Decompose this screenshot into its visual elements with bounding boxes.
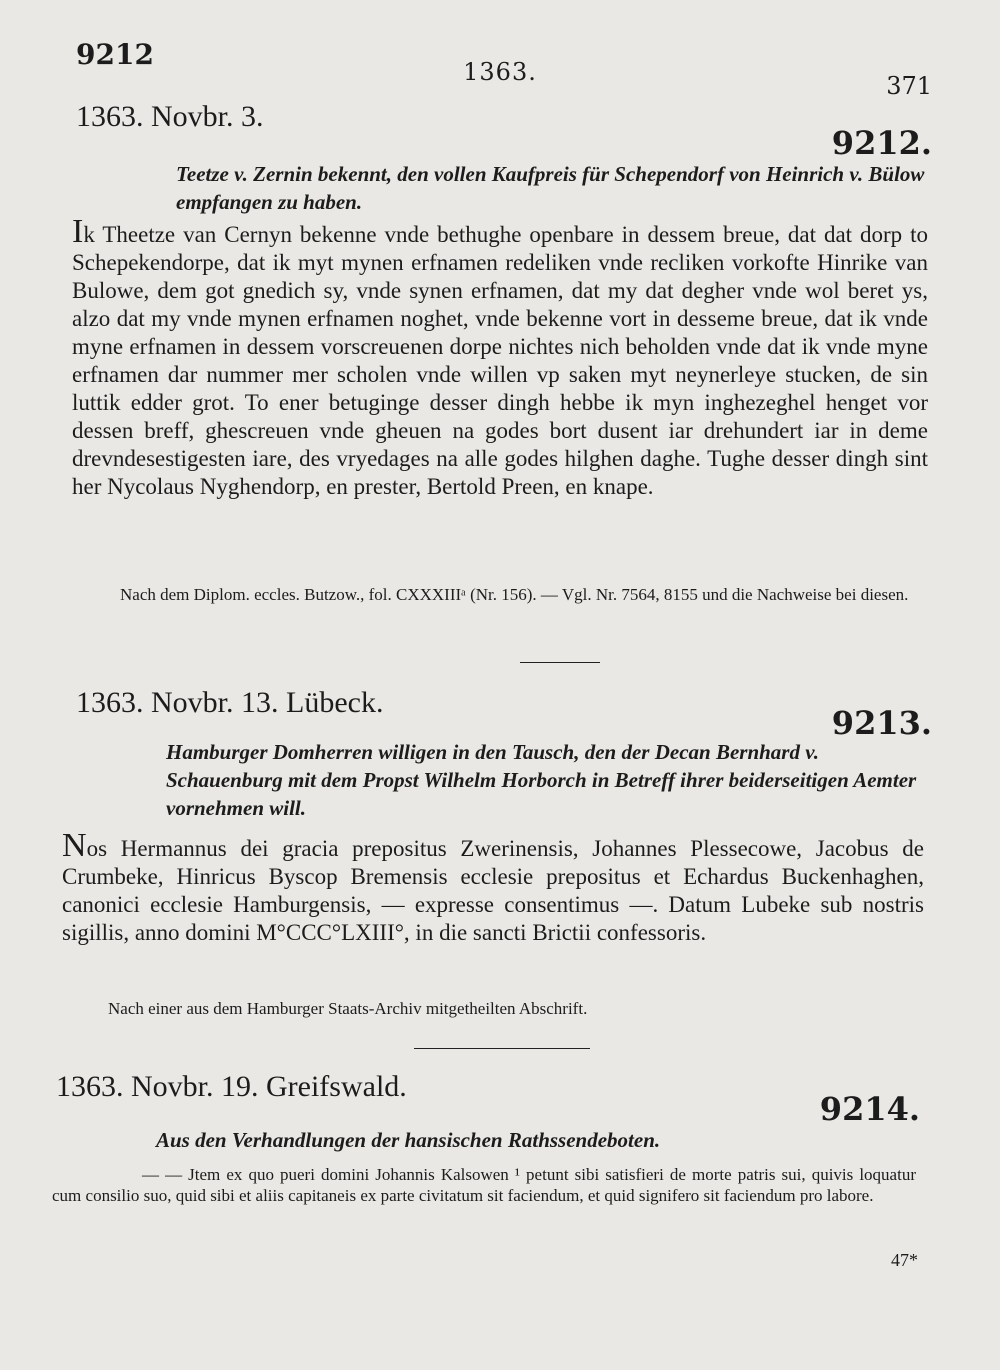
running-head: 1363. xyxy=(463,58,537,86)
entry-9212-source: Nach dem Diplom. eccles. Butzow., fol. CXXXIIIᵃ (Nr. 156). — Vgl. Nr. 7564, 8155 und die Nachweise bei diesen. xyxy=(120,585,909,604)
entry-9213-body xyxy=(62,827,924,947)
entry-9212-number: 9212. xyxy=(831,124,932,162)
entry-9214-number: 9214. xyxy=(819,1090,920,1128)
entry-9213-summary: Hamburger Domherren willigen in den Tausch, den der Decan Bernhard v. Schauenburg mit dem Propst Wilhelm Horborch in Betreff ihrer beiderseitigen Aemter vornehmen will. xyxy=(166,740,917,820)
entry-9213-date: 1363. Novbr. 13. Lübeck. xyxy=(76,686,384,719)
separator xyxy=(414,1048,590,1049)
entry-9213-text: os Hermannus dei gracia prepositus Zwerinensis, Johannes Plessecowe, Jacobus de Crumbeke, Hinricus Byscop Bremensis ecclesie prepositus et Echardus Buckenhaghen, canonici ecclesie Hamburgensis, — expresse consentimus —. Datum Lubeke sub nostris sigillis, anno domini M°CCC°LXIII°, in die sancti Brictii confessoris. xyxy=(62,836,924,945)
entry-9213-number: 9213. xyxy=(831,704,932,742)
separator xyxy=(520,662,600,663)
page-id: 9212 xyxy=(76,38,154,71)
entry-9213-source: Nach einer aus dem Hamburger Staats-Archiv mitgetheilten Abschrift. xyxy=(108,999,588,1018)
entry-9214-body: — — Jtem ex quo pueri domini Johannis Kalsowen ¹ petunt sibi satisfieri de morte patris sui, quivis loquatur cum consilio suo, quid sibi et aliis capitaneis ex parte civitatum sit faciendum, et quid signifero sit faciendum pro labore. xyxy=(52,1165,916,1205)
signature-mark: 47* xyxy=(891,1250,918,1270)
page-number: 371 xyxy=(886,72,932,100)
entry-9212-initial: I xyxy=(72,213,84,250)
entry-9212-text: k Theetze van Cernyn bekenne vnde bethughe openbare in dessem breue, dat dat dorp to Schepekendorpe, dat ik myt mynen erfnamen redeliken vnde recliken vorkofte Hinrike van Bulowe, dem got gnedich sy, vnde synen erfnamen, dat my dat degher vnde wol beret ys, alzo dat my vnde mynen erfnamen noghet, vnde bekenne vort in desseme breue, dat ik vnde myne erfnamen in dessem vorscreuenen dorpe nichtes nich beholden vnde dat ik vnde myne erfnamen dar nummer mer scholen vnde willen vp saken myt neynerleye stucken, de sin luttik edder grot. To ener betuginge desser dingh hebbe ik myn inghezeghel henget vor dessen breff, ghescreuen vnde gheuen na godes bort dusent iar drehundert iar in deme drevndesestigesten iare, des vryedages na alle godes hilghen daghe. Tughe desser dingh sint her Nycolaus Nyghendorp, en prester, Bertold Preen, en knape. xyxy=(72,222,928,499)
entry-9212-body xyxy=(72,213,928,501)
entry-9213-initial: N xyxy=(62,827,87,864)
entry-9214-date: 1363. Novbr. 19. Greifswald. xyxy=(56,1070,407,1103)
entry-9214-summary: Aus den Verhandlungen der hansischen Rathssendeboten. xyxy=(156,1128,661,1152)
entry-9212-summary: Teetze v. Zernin bekennt, den vollen Kaufpreis für Schependorf von Heinrich v. Bülow empfangen zu haben. xyxy=(176,162,925,214)
entry-9212-date: 1363. Novbr. 3. xyxy=(76,100,264,133)
